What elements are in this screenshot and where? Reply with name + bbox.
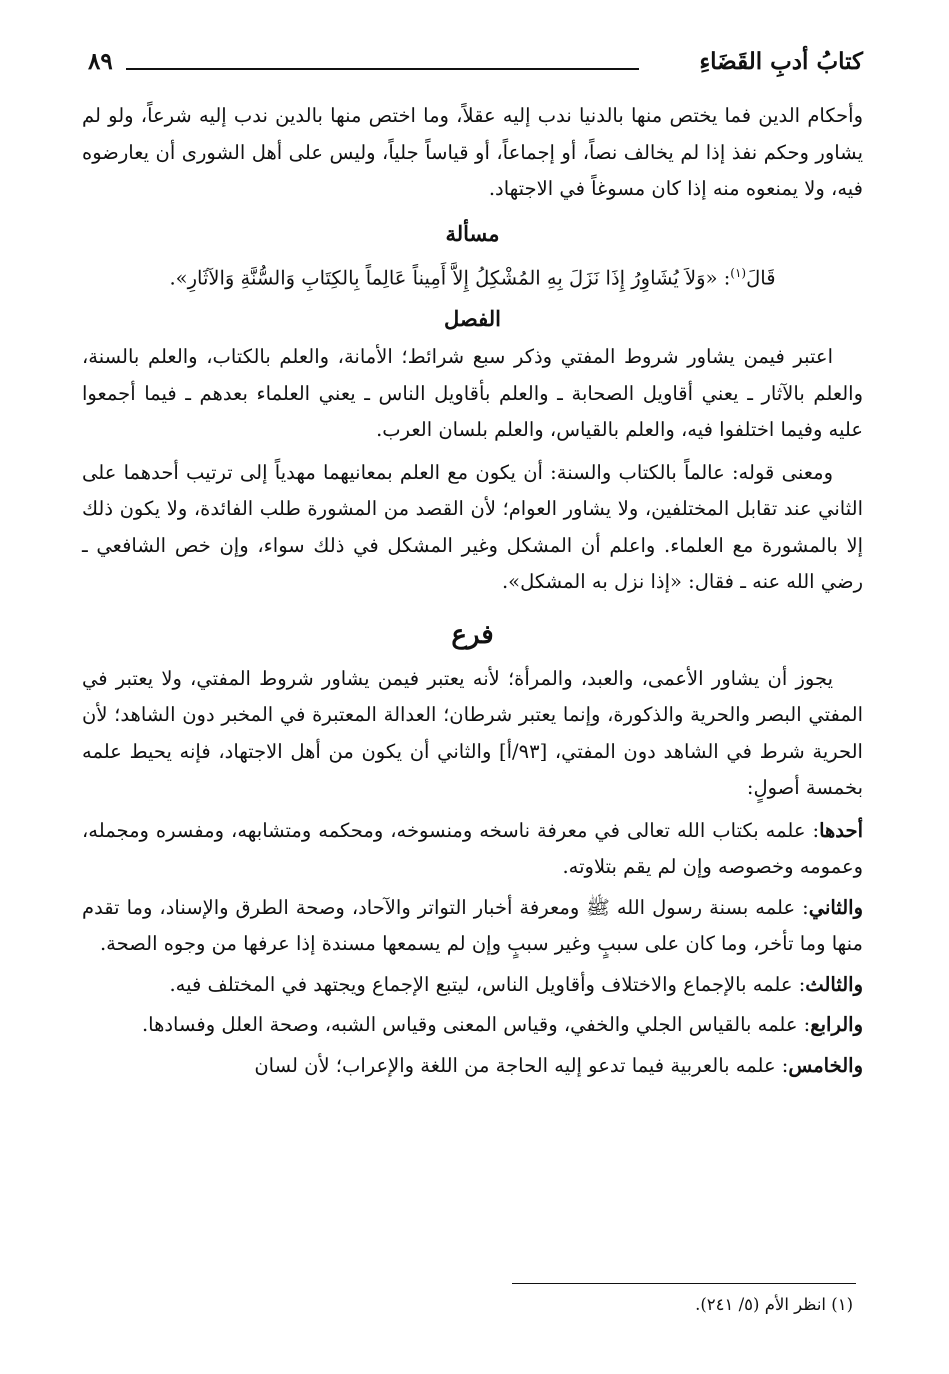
heading-fasl: الفصل — [444, 306, 501, 331]
usul-lead-2: والثاني — [808, 895, 863, 919]
running-title: كتابُ أدبِ القَضَاءِ — [699, 48, 863, 75]
usul-item-3 — [82, 967, 863, 1004]
page-number: ٨٩ — [88, 48, 113, 75]
usul-text-5: : علمه بالعربية فيما تدعو إليه الحاجة من اللغة والإعراب؛ لأن لسان — [254, 1053, 789, 1077]
usul-text-4: : علمه بالقياس الجلي والخفي، وقياس المعنى وقياس الشبه، وصحة العلل وفسادها. — [141, 1013, 811, 1036]
heading-masala: مسألة — [445, 220, 500, 246]
page-body — [82, 98, 863, 1088]
usul-text-3: : علمه بالإجماع والاختلاف وأقاويل الناس، ليتبع الإجماع ويجتهد في المختلف فيه. — [169, 972, 806, 996]
paragraph-opening: وأحكام الدين فما يختص منها بالدنيا ندب إليه عقلاً، وما اختص منها بالدين ندب إليه شرعاً، ولو لم يشاور وحكم نفذ إذا لم يخالف نصاً، أو إجماعاً، أو قياساً جلياً، وليس على أهل الشورى أن يعارضوه فيه، ولا يمنعوه منه إذا كان مسوغاً في الاجتهاد. — [82, 104, 863, 200]
usul-item-2 — [82, 890, 863, 963]
usul-text-2: : علمه بسنة رسول الله ﷺ ومعرفة أخبار التواتر والآحاد، وصحة الطرق والإسناد، وما تقدم منها وما تأخر، وما كان على سببٍ وغير سببٍ وإن لم يسمعها مسندة إذا عرفها من وجوه الصحة. — [82, 895, 863, 955]
footnote: (١) انظر الأم (٥/ ٢٤١). — [695, 1295, 853, 1314]
header-rule — [126, 68, 639, 70]
heading-far: فرع — [451, 619, 494, 650]
usul-text-1: : علمه بكتاب الله تعالى في معرفة ناسخه ومنسوخه، ومحكمه ومتشابهه، ومفسره ومجمله، وعمومه وخصوصه وإن لم يقم بتلاوته. — [82, 818, 863, 878]
footnote-rule — [512, 1283, 856, 1284]
paragraph-meaning: ومعنى قوله: عالماً بالكتاب والسنة: أن يكون مع العلم بمعانيهما مهدياً إلى ترتيب أحدهما على الثاني عند تقابل المختلفين، ولا يشاور العوام؛ لأن القصد من المشورة طلب الفائدة، ولا يكون ذلك إلا بالمشورة مع العلماء. واعلم أن المشكل وغير المشكل في ذلك سواء، وإن خص الشافعي ـ رضي الله عنه ـ فقال: «إذا نزل به المشكل». — [82, 460, 863, 593]
usul-item-4 — [82, 1007, 863, 1044]
usul-item-1 — [82, 813, 863, 886]
paragraph-far: يجوز أن يشاور الأعمى، والعبد، والمرأة؛ لأنه يعتبر فيمن يشاور شروط المفتي، ولا يعتبر في المفتي البصر والحرية والذكورة، وإنما يعتبر شرطان؛ العدالة المعتبرة في المخبر دون الشاهد؛ لأن الحرية شرط في الشاهد دون المفتي، [٩٣/أ] والثاني أن يكون من أهل الاجتهاد، فإنه يحيط علمه بخمسة أصولٍ: — [82, 666, 863, 799]
usul-lead-3: والثالث — [805, 972, 863, 996]
paragraph-conditions: اعتبر فيمن يشاور شروط المفتي وذكر سبع شرائط؛ الأمانة، والعلم بالكتاب، والعلم بالسنة، والعلم بالآثار ـ يعني أقاويل الصحابة ـ والعلم بأقاويل الناس ـ يعني العلماء بعدهم ـ فيما أجمعوا عليه وفيما اختلفوا فيه، والعلم بالقياس، والعلم بلسان العرب. — [82, 345, 863, 441]
quoted-text — [82, 254, 863, 298]
running-header — [88, 40, 863, 88]
quote-body: : «وَلاَ يُشَاوِرُ إِذَا نَزَلَ بِهِ المُشْكِلُ إِلاَّ أَمِيناً عَالِماً بِالكِتَابِ وَالسُّنَّةِ وَالآثَارِ». — [169, 266, 731, 289]
usul-lead-5: والخامس — [788, 1053, 863, 1077]
usul-lead-1: أحدها — [819, 818, 863, 842]
usul-lead-4: والرابع — [810, 1013, 863, 1036]
quote-intro: قَالَ — [746, 266, 776, 289]
footnote-marker: (١) — [730, 265, 747, 280]
usul-item-5 — [82, 1048, 863, 1085]
